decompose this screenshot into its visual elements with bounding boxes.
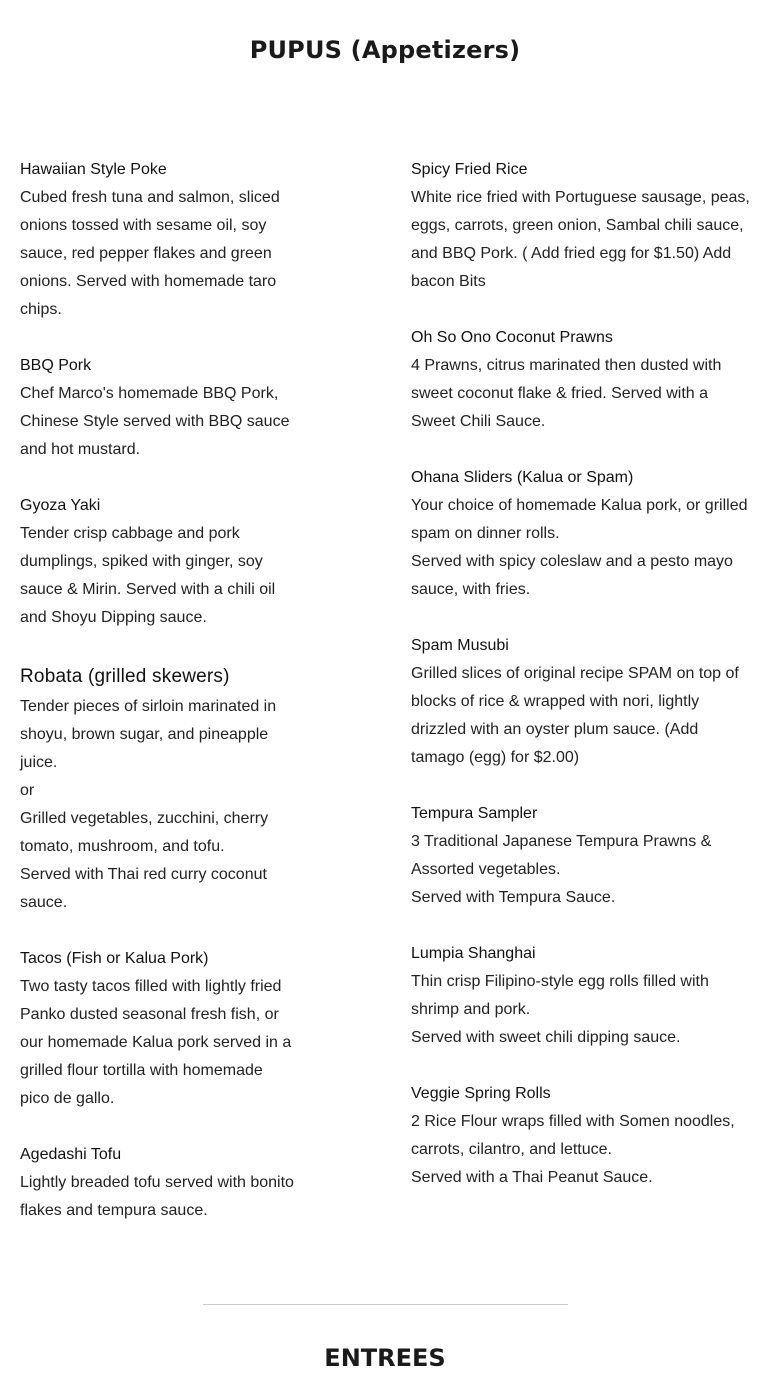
description-line: 4 Prawns, citrus marinated then dusted with sweet coconut flake & fried. Served with a Sweet Chili Sauce.	[411, 357, 722, 430]
description-line: Lightly breaded tofu served with bonito flakes and tempura sauce.	[20, 1174, 294, 1219]
menu-item	[411, 940, 756, 1052]
menu-item-description	[20, 693, 295, 917]
menu-item	[20, 156, 295, 324]
menu-item-name: Gyoza Yaki	[20, 497, 101, 514]
menu-item-name: Ohana Sliders (Kalua or Spam)	[411, 469, 634, 486]
menu-item-description	[411, 660, 756, 772]
menu-item-name: BBQ Pork	[20, 357, 92, 374]
menu-item	[411, 156, 756, 296]
description-line: White rice fried with Portuguese sausage, peas, eggs, carrots, green onion, Sambal chili sauce, and BBQ Pork. ( Add fried egg for $1.50) Add bacon Bits	[411, 189, 750, 290]
description-line: 2 Rice Flour wraps filled with Somen noodles, carrots, cilantro, and lettuce.	[411, 1113, 735, 1158]
menu-item	[20, 352, 295, 464]
menu-item-name: Hawaiian Style Poke	[20, 161, 167, 178]
menu-item-description	[20, 520, 295, 632]
description-line: Served with Tempura Sauce.	[411, 889, 616, 906]
menu-item-description	[20, 380, 295, 464]
description-line: or	[20, 782, 35, 799]
menu-item-name: Tempura Sampler	[411, 805, 538, 822]
description-line: Grilled slices of original recipe SPAM on top of blocks of rice & wrapped with nori, lightly drizzled with an oyster plum sauce. (Add tamago (egg) for $2.00)	[411, 665, 739, 766]
description-line: Served with Thai red curry coconut sauce.	[20, 866, 267, 911]
menu-item-description	[20, 184, 295, 324]
menu-item-description	[20, 973, 295, 1113]
menu-item-description	[411, 828, 756, 912]
description-line: 3 Traditional Japanese Tempura Prawns & Assorted vegetables.	[411, 833, 712, 878]
menu-item	[411, 324, 756, 436]
page-title: PUPUS (Appetizers)	[249, 36, 521, 65]
description-line: Served with sweet chili dipping sauce.	[411, 1029, 681, 1046]
menu-item-name: Veggie Spring Rolls	[411, 1085, 551, 1102]
description-line: Chef Marco's homemade BBQ Pork, Chinese Style served with BBQ sauce and hot mustard.	[20, 385, 290, 458]
description-line: Served with a Thai Peanut Sauce.	[411, 1169, 653, 1186]
menu-item	[411, 1080, 756, 1192]
description-line: Tender crisp cabbage and pork dumplings, spiked with ginger, soy sauce & Mirin. Served with a chili oil and Shoyu Dipping sauce.	[20, 525, 276, 626]
description-line: Thin crisp Filipino-style egg rolls filled with shrimp and pork.	[411, 973, 709, 1018]
menu-item	[411, 800, 756, 912]
menu-item	[411, 464, 756, 604]
description-line: Cubed fresh tuna and salmon, sliced onions tossed with sesame oil, soy sauce, red pepper flakes and green onions. Served with homemade taro chips.	[20, 189, 280, 318]
menu-item	[411, 632, 756, 772]
menu-item-name: Tacos (Fish or Kalua Pork)	[20, 950, 209, 967]
menu-item	[20, 662, 295, 917]
menu-item-description	[411, 352, 756, 436]
menu-item-name: Spicy Fried Rice	[411, 161, 528, 178]
menu-item-description	[20, 1169, 295, 1225]
menu-column-right	[411, 156, 756, 1220]
menu-item-name: Spam Musubi	[411, 637, 509, 654]
menu-column-left	[20, 156, 295, 1253]
section-title-entrees: ENTREES	[324, 1343, 446, 1372]
menu-item-description	[411, 968, 756, 1052]
description-line: Two tasty tacos filled with lightly fried Panko dusted seasonal fresh fish, or our homemade Kalua pork served in a grilled flour tortilla with homemade pico de gallo.	[20, 978, 292, 1107]
menu-item-name: Lumpia Shanghai	[411, 945, 536, 962]
menu-item-description	[411, 1108, 756, 1192]
menu-item	[20, 945, 295, 1113]
menu-item-name: Robata (grilled skewers)	[20, 666, 230, 687]
menu-item-name: Oh So Ono Coconut Prawns	[411, 329, 613, 346]
menu-item-description	[411, 492, 756, 604]
menu-item	[20, 492, 295, 632]
description-line: Served with spicy coleslaw and a pesto mayo sauce, with fries.	[411, 553, 733, 598]
menu-item-name: Agedashi Tofu	[20, 1146, 122, 1163]
description-line: Grilled vegetables, zucchini, cherry tomato, mushroom, and tofu.	[20, 810, 269, 855]
section-divider	[203, 1304, 568, 1305]
menu-item-description	[411, 184, 756, 296]
menu-item	[20, 1141, 295, 1225]
description-line: Tender pieces of sirloin marinated in shoyu, brown sugar, and pineapple juice.	[20, 698, 277, 771]
description-line: Your choice of homemade Kalua pork, or grilled spam on dinner rolls.	[411, 497, 748, 542]
